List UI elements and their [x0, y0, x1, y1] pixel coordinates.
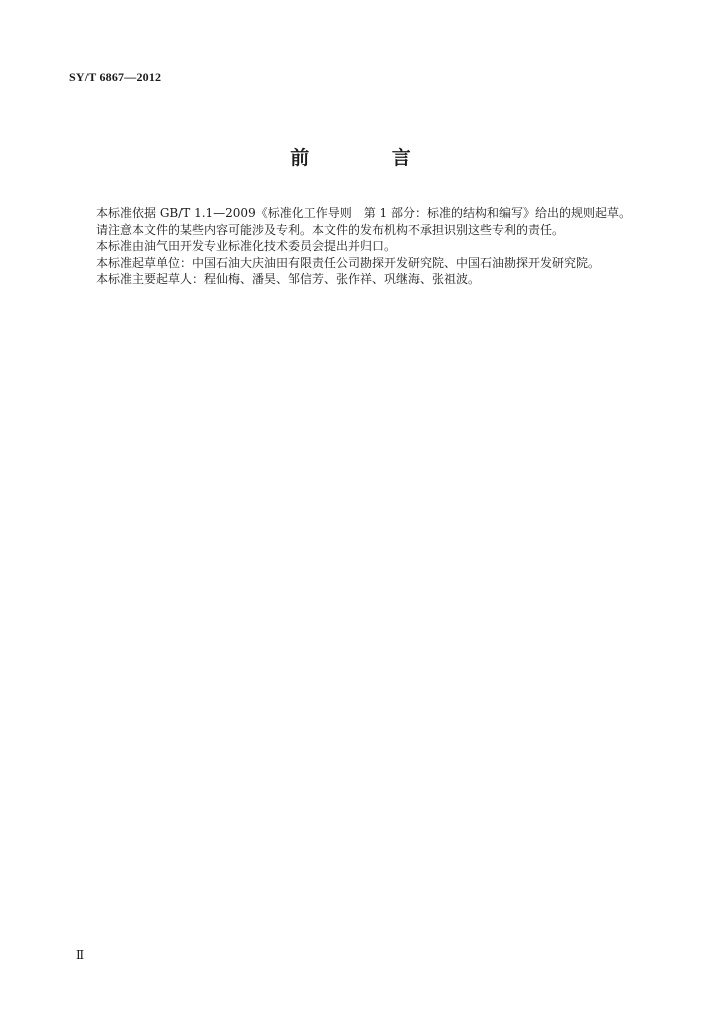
page-number: Ⅱ [76, 948, 85, 962]
page-title: 前 言 [290, 147, 449, 169]
paragraph-proposer: 本标准由油气田开发专业标准化技术委员会提出并归口。 [96, 239, 397, 253]
paragraph-drafting-units: 本标准起草单位：中国石油大庆油田有限责任公司勘探开发研究院、中国石油勘探开发研究院。 [96, 255, 601, 270]
document-code: SY/T 6867—2012 [69, 70, 162, 84]
paragraph-patent-notice: 请注意本文件的某些内容可能涉及专利。本文件的发布机构不承担识别这些专利的责任。 [96, 222, 565, 237]
paragraph-drafters: 本标准主要起草人：程仙梅、潘昊、邹信芳、张作祥、巩继海、张祖波。 [96, 272, 481, 286]
paragraph-drafting-basis: 本标准依据 GB/T 1.1—2009《标准化工作导则 第 1 部分：标准的结构和编写》给出的规则起草。 [96, 206, 631, 220]
preface-body [69, 205, 656, 288]
